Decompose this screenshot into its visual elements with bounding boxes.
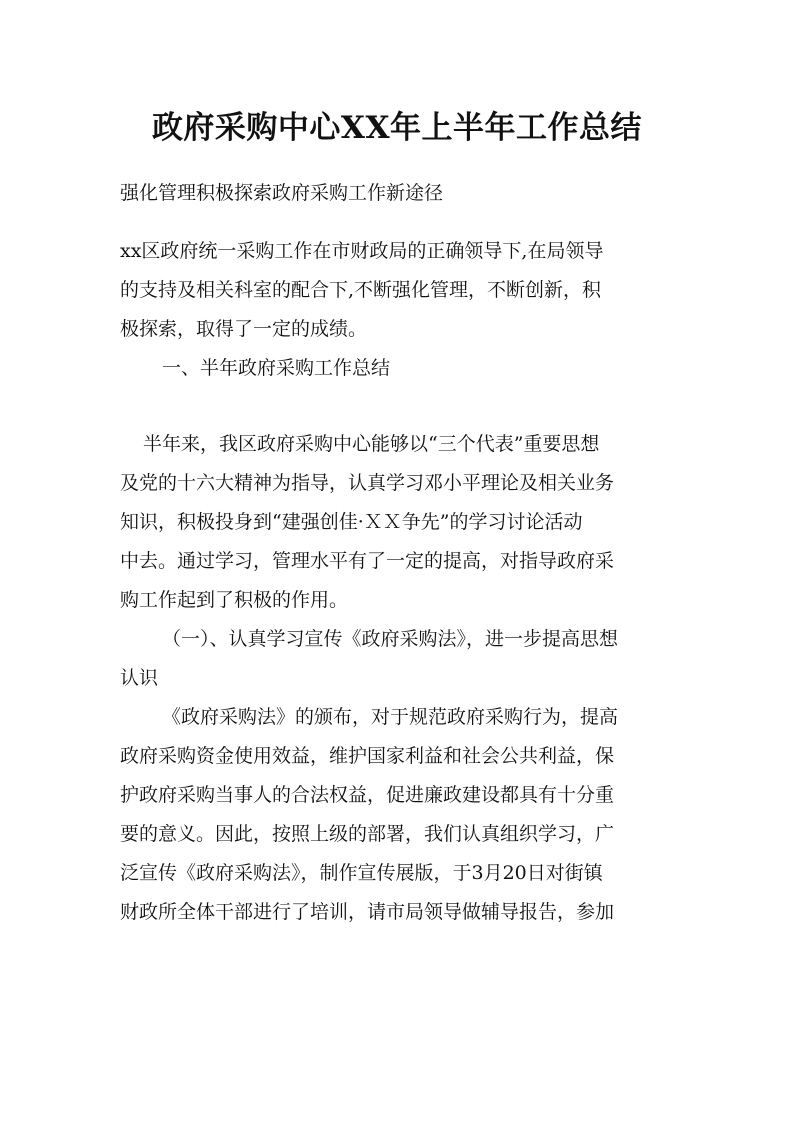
paragraph-3-line-3: 护政府采购当事人的合法权益，促进廉政建设都具有十分重: [120, 784, 615, 806]
paragraph-1-line-3: 极探索，取得了一定的成绩。: [120, 318, 368, 340]
subsection-heading-1-line-1: （一）、认真学习宣传《政府采购法》，进一步提高思想: [162, 628, 619, 650]
paragraph-2-line-2: 及党的十六大精神为指导，认真学习邓小平理论及相关业务: [120, 472, 615, 494]
subsection-heading-1-line-2: 认识: [120, 667, 159, 689]
paragraph-3-line-5: 泛宣传《政府采购法》，制作宣传展版，于3月20日对街镇: [120, 862, 603, 884]
paragraph-1-line-2: 的支持及相关科室的配合下,不断强化管理，不断创新，积: [120, 279, 602, 301]
paragraph-2-line-5: 购工作起到了积极的作用。: [120, 589, 349, 611]
paragraph-3-line-4: 要的意义。因此，按照上级的部署，我们认真组织学习，广: [120, 823, 615, 845]
paragraph-2-line-3: 知识，积极投身到“建强创佳·ＸＸ争先”的学习讨论活动: [120, 511, 583, 533]
section-heading-1: 一、半年政府采购工作总结: [162, 357, 391, 379]
paragraph-2-line-4: 中去。通过学习，管理水平有了一定的提高，对指导政府采: [120, 550, 615, 572]
document-title: 政府采购中心XX年上半年工作总结: [151, 110, 643, 146]
paragraph-3-line-2: 政府采购资金使用效益，维护国家利益和社会公共利益，保: [120, 745, 615, 767]
paragraph-1-line-1: xx区政府统一采购工作在市财政局的正确领导下,在局领导: [120, 240, 604, 262]
paragraph-3-line-6: 财政所全体干部进行了培训，请市局领导做辅导报告，参加: [120, 901, 615, 923]
paragraph-2-line-1: 半年来，我区政府采购中心能够以“三个代表”重要思想: [143, 433, 600, 455]
paragraph-3-line-1: 《政府采购法》的颁布，对于规范政府采购行为，提高: [162, 706, 619, 728]
document-subtitle: 强化管理积极探索政府采购工作新途径: [120, 182, 444, 204]
